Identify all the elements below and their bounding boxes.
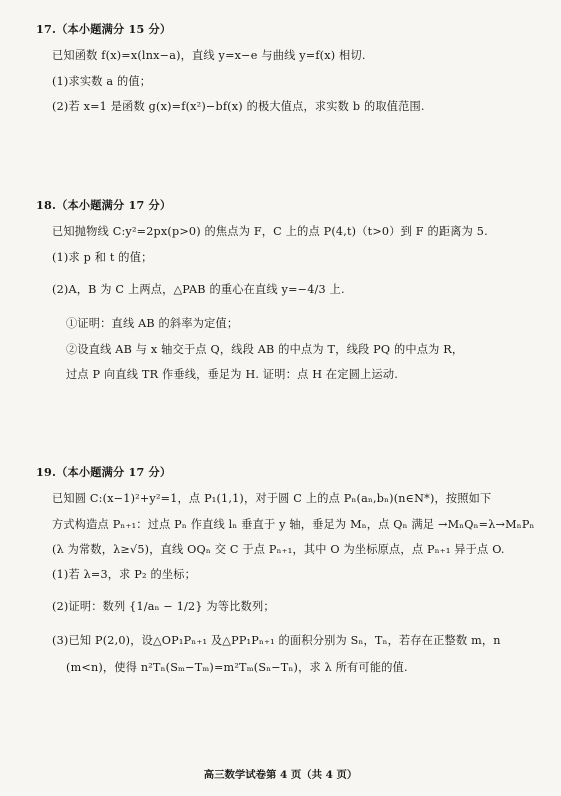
- q18-part2: (2)A，B 为 C 上两点，△PAB 的重心在直线 y=−4/3 上.: [52, 283, 345, 296]
- q19-part3-line2: (m<n)，使得 n²Tₙ(Sₘ−Tₘ)=m²Tₘ(Sₙ−Tₙ)，求 λ 所有可能的值.: [66, 661, 408, 674]
- q19-title: 19.（本小题满分 17 分）: [36, 465, 172, 479]
- q19-part1: (1)若 λ=3，求 P₂ 的坐标；: [52, 568, 197, 581]
- q19-stem-line1: 已知圆 C:(x−1)²+y²=1，点 P₁(1,1)，对于圆 C 上的点 Pₙ(aₙ,bₙ)(n∈N*)，按照如下: [52, 492, 492, 505]
- q17-part1: (1)求实数 a 的值；: [52, 75, 152, 88]
- q19-part2: (2)证明：数列 {1/aₙ − 1/2} 为等比数列；: [52, 600, 275, 613]
- q18-part1: (1)求 p 和 t 的值；: [52, 251, 153, 264]
- q19-stem-line2: 方式构造点 Pₙ₊₁：过点 Pₙ 作直线 lₙ 垂直于 y 轴，垂足为 Mₙ，点 Qₙ 满足 →MₙQₙ=λ→MₙPₙ: [52, 518, 535, 531]
- page-footer: 高三数学试卷第 4 页（共 4 页）: [203, 769, 358, 781]
- q18-sub1: ①证明：直线 AB 的斜率为定值；: [66, 317, 239, 330]
- q19-stem-line3: (λ 为常数，λ≥√5)，直线 OQₙ 交 C 于点 Pₙ₊₁，其中 O 为坐标原点，点 Pₙ₊₁ 异于点 O.: [52, 543, 505, 556]
- q18-title: 18.（本小题满分 17 分）: [36, 198, 172, 212]
- q17-part2: (2)若 x=1 是函数 g(x)=f(x²)−bf(x) 的极大值点，求实数 b 的取值范围.: [52, 100, 425, 113]
- q17-title: 17.（本小题满分 15 分）: [36, 22, 172, 36]
- q17-stem: 已知函数 f(x)=x(lnx−a)，直线 y=x−e 与曲线 y=f(x) 相切.: [52, 49, 366, 62]
- q18-sub2-line1: ②设直线 AB 与 x 轴交于点 Q，线段 AB 的中点为 T，线段 PQ 的中点为 R，: [66, 343, 464, 356]
- q18-stem: 已知抛物线 C:y²=2px(p>0) 的焦点为 F，C 上的点 P(4,t)（t>0）到 F 的距离为 5.: [52, 225, 488, 238]
- q18-sub2-line2: 过点 P 向直线 TR 作垂线，垂足为 H. 证明：点 H 在定圆上运动.: [66, 368, 399, 381]
- q19-part3-line1: (3)已知 P(2,0)，设△OP₁Pₙ₊₁ 及△PP₁Pₙ₊₁ 的面积分别为 Sₙ，Tₙ，若存在正整数 m，n: [52, 634, 501, 647]
